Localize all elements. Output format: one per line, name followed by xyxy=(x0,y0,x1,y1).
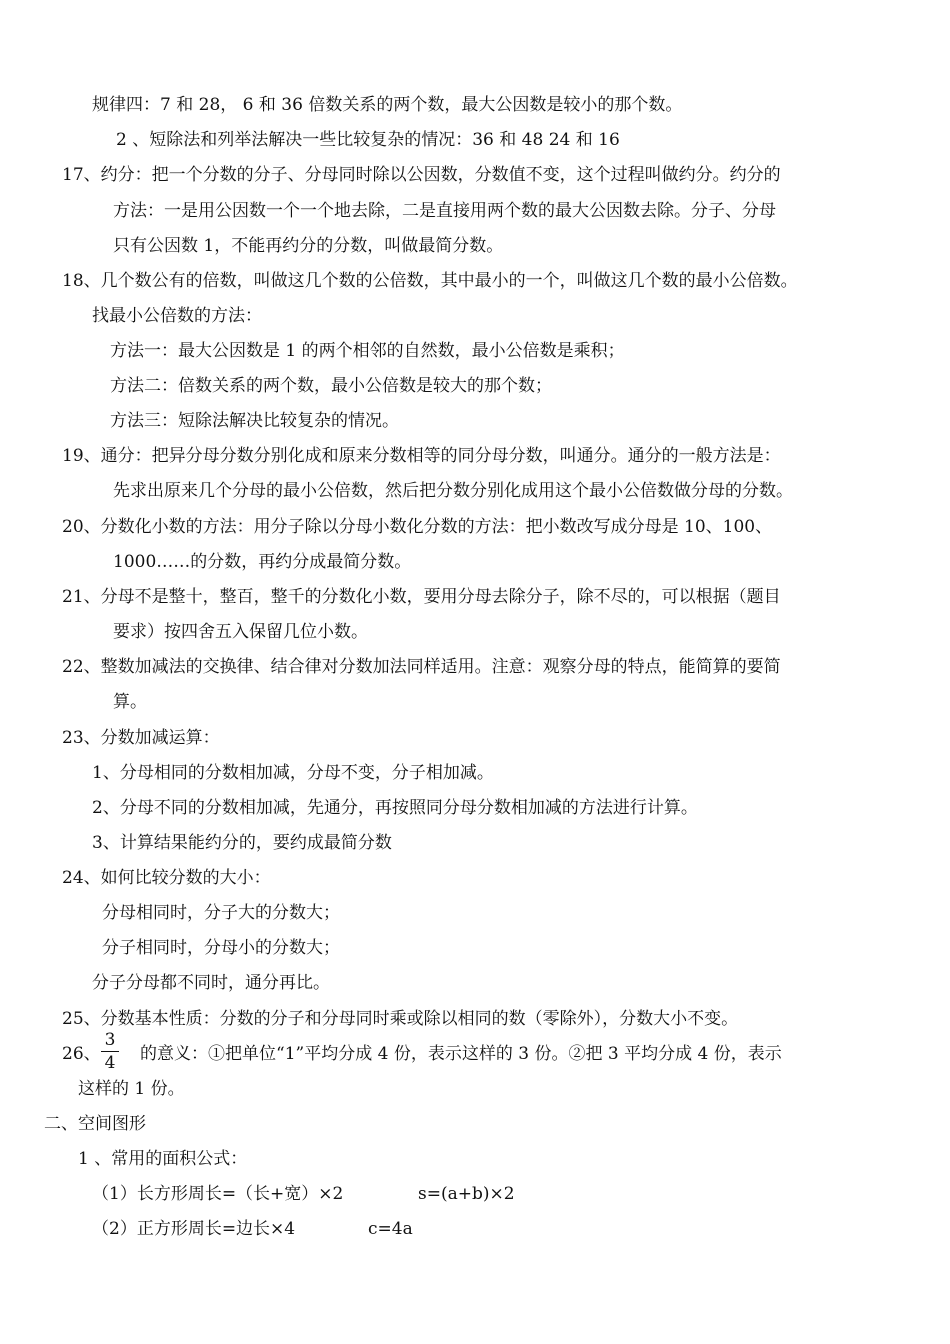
item-17-line-1: 17、约分：把一个分数的分子、分母同时除以公因数，分数值不变，这个过程叫做约分。约分的 xyxy=(62,165,781,185)
item-25-line: 25、分数基本性质：分数的分子和分母同时乘或除以相同的数（零除外），分数大小不变。 xyxy=(62,1009,739,1029)
fraction-denominator: 4 xyxy=(104,1053,116,1073)
rectangle-perimeter-formula: s=(a+b)×2 xyxy=(418,1184,515,1204)
item-17-line-2: 方法：一是用公因数一个一个地去除，二是直接用两个数的最大公因数去除。分子、分母 xyxy=(113,201,776,221)
section-space-figures-heading: 二、空间图形 xyxy=(44,1114,146,1134)
item-26-line-1: 的意义：①把单位“1”平均分成 4 份，表示这样的 3 份。②把 3 平均分成 4 份，表示 xyxy=(140,1044,782,1064)
square-perimeter-text: （2）正方形周长=边长×4 xyxy=(92,1219,296,1239)
item-21-line-1: 21、分母不是整十，整百，整千的分数化小数，要用分母去除分子，除不尽的，可以根据（题目 xyxy=(62,587,781,607)
item-23-rule-2: 2、分母不同的分数相加减，先通分，再按照同分母分数相加减的方法进行计算。 xyxy=(92,798,698,818)
method-two-line: 方法二：倍数关系的两个数，最小公倍数是较大的那个数； xyxy=(110,376,552,396)
rectangle-perimeter-text: （1）长方形周长=（长+宽）×2 xyxy=(92,1184,344,1204)
item-24-case-1: 分母相同时，分子大的分数大； xyxy=(102,903,340,923)
item-24-case-3: 分子分母都不同时，通分再比。 xyxy=(92,973,330,993)
square-perimeter-formula: c=4a xyxy=(368,1219,413,1239)
item-26-number: 26、 xyxy=(62,1044,101,1064)
fraction-bar xyxy=(101,1051,119,1052)
item-24-heading: 24、如何比较分数的大小： xyxy=(62,868,271,888)
item-20-line-2: 1000……的分数，再约分成最简分数。 xyxy=(113,552,412,572)
area-formulas-heading: 1 、常用的面积公式： xyxy=(78,1149,248,1169)
item-23-rule-1: 1、分母相同的分数相加减，分母不变，分子相加减。 xyxy=(92,763,494,783)
rule-four-line: 规律四：7 和 28， 6 和 36 倍数关系的两个数，最大公因数是较小的那个数。 xyxy=(92,95,683,115)
item-22-line-2: 算。 xyxy=(113,692,147,712)
item-18-line-1: 18、几个数公有的倍数，叫做这几个数的公倍数，其中最小的一个，叫做这几个数的最小公倍数。 xyxy=(62,271,798,291)
item-20-line-1: 20、分数化小数的方法：用分子除以分母小数化分数的方法：把小数改写成分母是 10、100、 xyxy=(62,517,773,537)
fraction-numerator: 3 xyxy=(104,1030,116,1050)
item-22-line-1: 22、整数加减法的交换律、结合律对分数加法同样适用。注意：观察分母的特点，能简算的要简 xyxy=(62,657,781,677)
method-one-line: 方法一：最大公因数是 1 的两个相邻的自然数，最小公倍数是乘积； xyxy=(110,341,625,361)
fraction-three-quarters xyxy=(99,1030,121,1073)
item-2-short-division-line: 2 、短除法和列举法解决一些比较复杂的情况：36 和 48 24 和 16 xyxy=(116,130,620,150)
item-23-heading: 23、分数加减运算： xyxy=(62,728,220,748)
item-17-line-3: 只有公因数 1，不能再约分的分数，叫做最简分数。 xyxy=(113,236,504,256)
item-21-line-2: 要求）按四舍五入保留几位小数。 xyxy=(113,622,368,642)
item-24-case-2: 分子相同时，分母小的分数大； xyxy=(102,938,340,958)
method-three-line: 方法三：短除法解决比较复杂的情况。 xyxy=(110,411,399,431)
item-26-line-2: 这样的 1 份。 xyxy=(78,1079,185,1099)
item-19-line-2: 先求出原来几个分母的最小公倍数，然后把分数分别化成用这个最小公倍数做分母的分数。 xyxy=(113,481,793,501)
item-18-line-2: 找最小公倍数的方法： xyxy=(92,306,262,326)
item-19-line-1: 19、通分：把异分母分数分别化成和原来分数相等的同分母分数，叫通分。通分的一般方法是： xyxy=(62,446,781,466)
item-23-rule-3: 3、计算结果能约分的，要约成最简分数 xyxy=(92,833,392,853)
